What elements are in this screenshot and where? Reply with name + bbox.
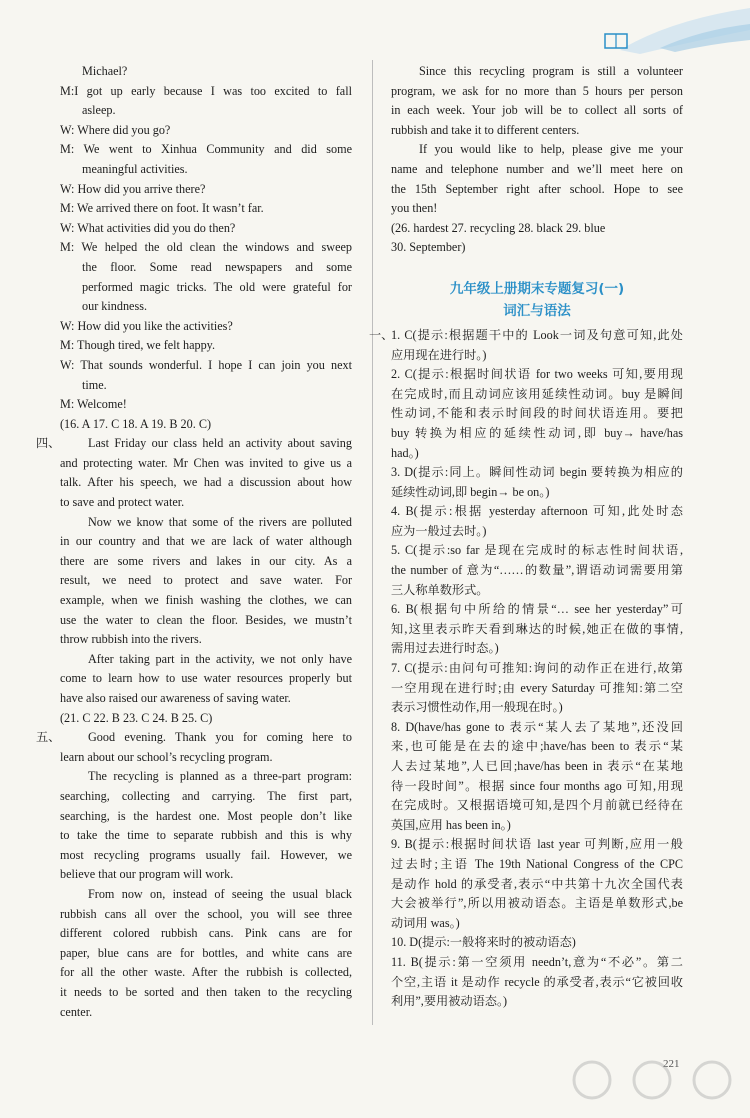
- text-line: [60, 865, 352, 885]
- text-line: [60, 297, 352, 317]
- text-line: [60, 278, 352, 298]
- line-text: 11. B(提示:第一空须用 needn’t,意为“不必”。第二: [391, 954, 683, 969]
- text-line: [60, 356, 352, 376]
- line-text: 需用过去进行时态。): [391, 641, 499, 656]
- text-line: [60, 395, 352, 415]
- text-line: [60, 532, 352, 552]
- line-text: 性动词,不能和表示时间段的时间状语连用。要把: [391, 406, 683, 421]
- line-text: searching, is the hardest one. Most people don’t like: [60, 808, 352, 823]
- line-text: (21. C 22. B 23. C 24. B 25. C): [60, 710, 213, 725]
- line-text: 1. C(提示:根据题干中的 Look一词及句意可知,此处: [391, 327, 683, 342]
- line-text: 人去过某地”,人已回;have/has been in 表示“在某地: [391, 759, 683, 773]
- line-text: Since this recycling program is still a volunteer: [419, 64, 683, 78]
- text-line: [391, 483, 683, 503]
- line-text: asleep.: [82, 103, 116, 118]
- text-line: [391, 522, 683, 542]
- text-line: [60, 101, 352, 121]
- text-line: [391, 101, 683, 121]
- line-text: 大会被举行”,所以用被动语态。主语是单数形式,be: [391, 896, 683, 911]
- text-line: [391, 953, 683, 973]
- text-line: [60, 1003, 352, 1023]
- line-text: 英国,应用 has been in。): [391, 817, 511, 832]
- text-line: [391, 855, 683, 875]
- line-text: the 15th September right after school. Hope to see: [391, 181, 683, 196]
- text-line: [60, 650, 352, 670]
- line-text: it needs to be sorted and then taken to the recycling: [60, 984, 352, 999]
- right-column-answers: [369, 326, 683, 1012]
- text-line: [391, 816, 683, 836]
- text-line: [391, 219, 683, 239]
- text-line: [60, 846, 352, 866]
- line-text: M: Welcome!: [60, 397, 127, 412]
- text-line: [60, 552, 352, 572]
- text-line: [391, 581, 683, 601]
- text-line: [60, 82, 352, 102]
- text-line: [60, 963, 352, 983]
- line-text: talk. After his speech, we had a discussion about how: [60, 475, 352, 490]
- line-text: 在完成时。又根据语境可知,是四个月前就已经待在: [391, 798, 683, 813]
- text-line: [391, 639, 683, 659]
- text-line: [391, 933, 683, 953]
- line-text: the number of 意为“……的数量”,谓语动词需要用第: [391, 563, 683, 578]
- line-text: (16. A 17. C 18. A 19. B 20. C): [60, 416, 212, 431]
- text-line: [391, 914, 683, 934]
- text-line: [60, 199, 352, 219]
- text-line: [60, 571, 352, 591]
- line-text: M: We arrived there on foot. It wasn’t far.: [60, 201, 264, 216]
- right-column: [369, 62, 683, 1012]
- line-text: 表示习惯性动作,用一般现在时。): [391, 700, 563, 715]
- text-line: [391, 180, 683, 200]
- line-text: M: We went to Xinhua Community and did some: [60, 142, 352, 157]
- line-text: result, we need to protect and save water. For: [60, 573, 352, 588]
- line-text: 30. September): [391, 240, 466, 255]
- line-text: throw rubbish into the rivers.: [60, 632, 202, 647]
- text-line: [391, 992, 683, 1012]
- line-text: to save and protect water.: [60, 495, 185, 510]
- text-line: [60, 767, 352, 787]
- text-line: [36, 434, 352, 454]
- line-text: use the water to clean the floor. Besides, we mustn’t: [60, 612, 352, 627]
- line-text: 5. C(提示:so far 是现在完成时的标志性时间状语,: [391, 543, 683, 558]
- line-text: for all the other waste. After the rubbish is collected,: [60, 965, 352, 980]
- text-line: [60, 376, 352, 396]
- line-text: paper, blue cans are for bottles, and white cans are: [60, 945, 352, 960]
- line-text: the floor. Some read newspapers and some: [82, 259, 352, 274]
- text-line: [391, 679, 683, 699]
- line-text: 一空用现在进行时;由 every Saturday 可推知:第二空: [391, 680, 683, 695]
- text-line: [391, 875, 683, 895]
- text-line: [60, 885, 352, 905]
- text-line: [391, 620, 683, 640]
- text-line: [391, 199, 683, 219]
- line-text: W: How did you arrive there?: [60, 181, 206, 196]
- text-line: [60, 121, 352, 141]
- line-text: there are some rivers and lakes in our city. As a: [60, 553, 352, 568]
- line-text: 4. B(提示:根据 yesterday afternoon 可知,此处时态: [391, 504, 683, 519]
- corner-book-decoration: [580, 0, 750, 62]
- text-line: [60, 826, 352, 846]
- text-line: [60, 62, 352, 82]
- text-line: [36, 728, 352, 748]
- text-line: [60, 924, 352, 944]
- line-text: (26. hardest 27. recycling 28. black 29. blue: [391, 220, 606, 235]
- text-line: [391, 777, 683, 797]
- text-line: [60, 336, 352, 356]
- text-line: [391, 894, 683, 914]
- text-line: [60, 238, 352, 258]
- line-text: name and telephone number and we’ll meet here on: [391, 161, 683, 176]
- line-text: 9. B(提示:根据时间状语 last year 可判断,应用一般: [391, 837, 683, 852]
- line-text: If you would like to help, please give me your: [419, 142, 683, 157]
- line-text: W: How did you like the activities?: [60, 318, 233, 333]
- line-text: W: What activities did you do then?: [60, 220, 236, 235]
- line-text: rubbish cans all over the school, you will see three: [60, 906, 352, 921]
- section-marker: 一、: [369, 327, 394, 342]
- text-line: [60, 983, 352, 1003]
- text-line: [369, 326, 683, 346]
- text-line: [60, 591, 352, 611]
- line-text: in each week. Your job will be to collect all sorts of: [391, 103, 683, 118]
- line-text: searching, collecting and carrying. The first part,: [60, 788, 352, 803]
- text-line: [60, 219, 352, 239]
- text-line: [391, 424, 683, 444]
- text-line: [60, 944, 352, 964]
- line-text: 应用现在进行时。): [391, 347, 487, 362]
- line-text: come to learn how to use water resources properly but: [60, 671, 352, 686]
- line-text: most recycling programs usually fail. However, we: [60, 847, 352, 862]
- text-line: [391, 160, 683, 180]
- text-line: [60, 160, 352, 180]
- line-text: From now on, instead of seeing the usual black: [88, 886, 352, 901]
- text-line: [391, 757, 683, 777]
- line-text: to take the time to separate rubbish and this is why: [60, 828, 352, 843]
- line-text: had。): [391, 445, 419, 460]
- line-text: W: That sounds wonderful. I hope I can join you next: [60, 357, 352, 372]
- line-text: 2. C(提示:根据时间状语 for two weeks 可知,要用现: [391, 367, 683, 382]
- text-line: [391, 404, 683, 424]
- line-text: 延续性动词,即 begin→ be on。): [391, 484, 550, 499]
- line-text: time.: [82, 377, 107, 392]
- line-text: 应为一般过去时。): [391, 523, 487, 538]
- line-text: different colored rubbish cans. Pink cans are for: [60, 926, 352, 941]
- line-text: The recycling is planned as a three-part program:: [88, 769, 352, 784]
- line-text: rubbish and take it to different centers.: [391, 122, 580, 137]
- line-text: Michael?: [82, 64, 128, 78]
- text-line: [60, 709, 352, 729]
- line-text: Good evening. Thank you for coming here to: [88, 730, 352, 745]
- line-text: M:I got up early because I was too excited to fall: [60, 83, 352, 98]
- text-line: [391, 659, 683, 679]
- text-line: [391, 973, 683, 993]
- left-column: [36, 62, 352, 1022]
- line-text: program, we ask for no more than 5 hours per person: [391, 83, 683, 98]
- line-text: 10. D(提示:一般将来时的被动语态): [391, 935, 576, 950]
- line-text: 过去时;主语 The 19th National Congress of the CPC: [391, 856, 683, 871]
- line-text: our kindness.: [82, 299, 147, 314]
- line-text: example, when we finish washing the clothes, we can: [60, 593, 352, 608]
- text-line: [391, 561, 683, 581]
- line-text: in our country and that we are lack of water although: [60, 534, 352, 549]
- text-line: [391, 444, 683, 464]
- text-line: [391, 835, 683, 855]
- section-subheading: 词汇与语法: [503, 302, 571, 319]
- column-divider: [372, 60, 373, 1025]
- line-text: Last Friday our class held an activity about saving: [88, 436, 352, 451]
- section-heading: 九年级上册期末专题复习(一): [449, 280, 625, 297]
- text-line: [60, 905, 352, 925]
- text-line: [60, 317, 352, 337]
- line-text: Now we know that some of the rivers are polluted: [88, 514, 352, 529]
- text-line: [391, 541, 683, 561]
- text-line: [60, 415, 352, 435]
- line-text: 在完成时,而且动词应该用延续性动词。buy 是瞬间: [391, 386, 683, 401]
- text-line: [391, 385, 683, 405]
- line-text: performed magic tricks. The old were grateful for: [82, 279, 352, 294]
- line-text: 待一段时间”。根据 since four months ago 可知,用现: [391, 778, 683, 793]
- text-line: [60, 454, 352, 474]
- watermark-logo: [552, 1052, 742, 1112]
- right-column-passage: [391, 62, 683, 258]
- page-number: 221: [663, 1058, 680, 1070]
- text-line: [60, 807, 352, 827]
- line-text: 3. D(提示:同上。瞬间性动词 begin 要转换为相应的: [391, 465, 683, 480]
- text-line: [391, 463, 683, 483]
- line-text: center.: [60, 1004, 93, 1019]
- text-line: [391, 365, 683, 385]
- text-line: [60, 787, 352, 807]
- text-line: [60, 630, 352, 650]
- line-text: 6. B(根据句中所给的情景“… see her yesterday”可: [391, 602, 683, 617]
- line-text: 8. D(have/has gone to 表示“某人去了某地”,还没回: [391, 719, 683, 734]
- line-text: meaningful activities.: [82, 161, 188, 176]
- text-line: [391, 796, 683, 816]
- line-text: 动词用 was。): [391, 915, 460, 930]
- line-text: learn about our school’s recycling program.: [60, 749, 273, 764]
- line-text: W: Where did you go?: [60, 122, 171, 137]
- text-line: [60, 180, 352, 200]
- text-line: [391, 502, 683, 522]
- line-text: believe that our program will work.: [60, 867, 234, 882]
- line-text: 知,这里表示昨天看到琳达的时候,她正在做的事情,: [391, 621, 683, 636]
- line-text: and protecting water. Mr Chen was invited to give us a: [60, 455, 352, 470]
- line-text: M: Though tired, we felt happy.: [60, 338, 216, 353]
- text-line: [60, 140, 352, 160]
- line-text: M: We helped the old clean the windows and sweep: [60, 240, 352, 255]
- text-line: [391, 718, 683, 738]
- text-line: [391, 737, 683, 757]
- section-marker: 四、: [36, 436, 61, 451]
- line-text: 个空,主语 it 是动作 recycle 的承受者,表示“它被回收: [391, 974, 683, 989]
- text-line: [60, 493, 352, 513]
- text-line: [391, 140, 683, 160]
- line-text: 是动作 hold 的承受者,表示“中共第十九次全国代表: [391, 876, 683, 891]
- text-line: [391, 600, 683, 620]
- text-line: [60, 513, 352, 533]
- text-line: [60, 473, 352, 493]
- text-line: [60, 258, 352, 278]
- text-line: [391, 121, 683, 141]
- line-text: have also raised our awareness of saving water.: [60, 691, 291, 705]
- line-text: you then!: [391, 201, 438, 216]
- text-line: [391, 238, 683, 258]
- line-text: 7. C(提示:由问句可推知:询问的动作正在进行,故第: [391, 661, 683, 676]
- text-line: [391, 698, 683, 718]
- line-text: After taking part in the activity, we not only have: [88, 651, 352, 666]
- line-text: 利用”,要用被动语态。): [391, 994, 508, 1009]
- text-line: [391, 62, 683, 82]
- text-line: [60, 689, 352, 709]
- text-line: [60, 669, 352, 689]
- text-line: [391, 82, 683, 102]
- text-line: [60, 748, 352, 768]
- section-marker: 五、: [36, 730, 61, 745]
- line-text: 三人称单数形式。: [391, 582, 489, 597]
- line-text: buy 转换为相应的延续性动词,即 buy→ have/has: [391, 425, 683, 440]
- text-line: [60, 611, 352, 631]
- text-line: [391, 346, 683, 366]
- line-text: 来,也可能是在去的途中;have/has been to 表示“某: [391, 739, 683, 754]
